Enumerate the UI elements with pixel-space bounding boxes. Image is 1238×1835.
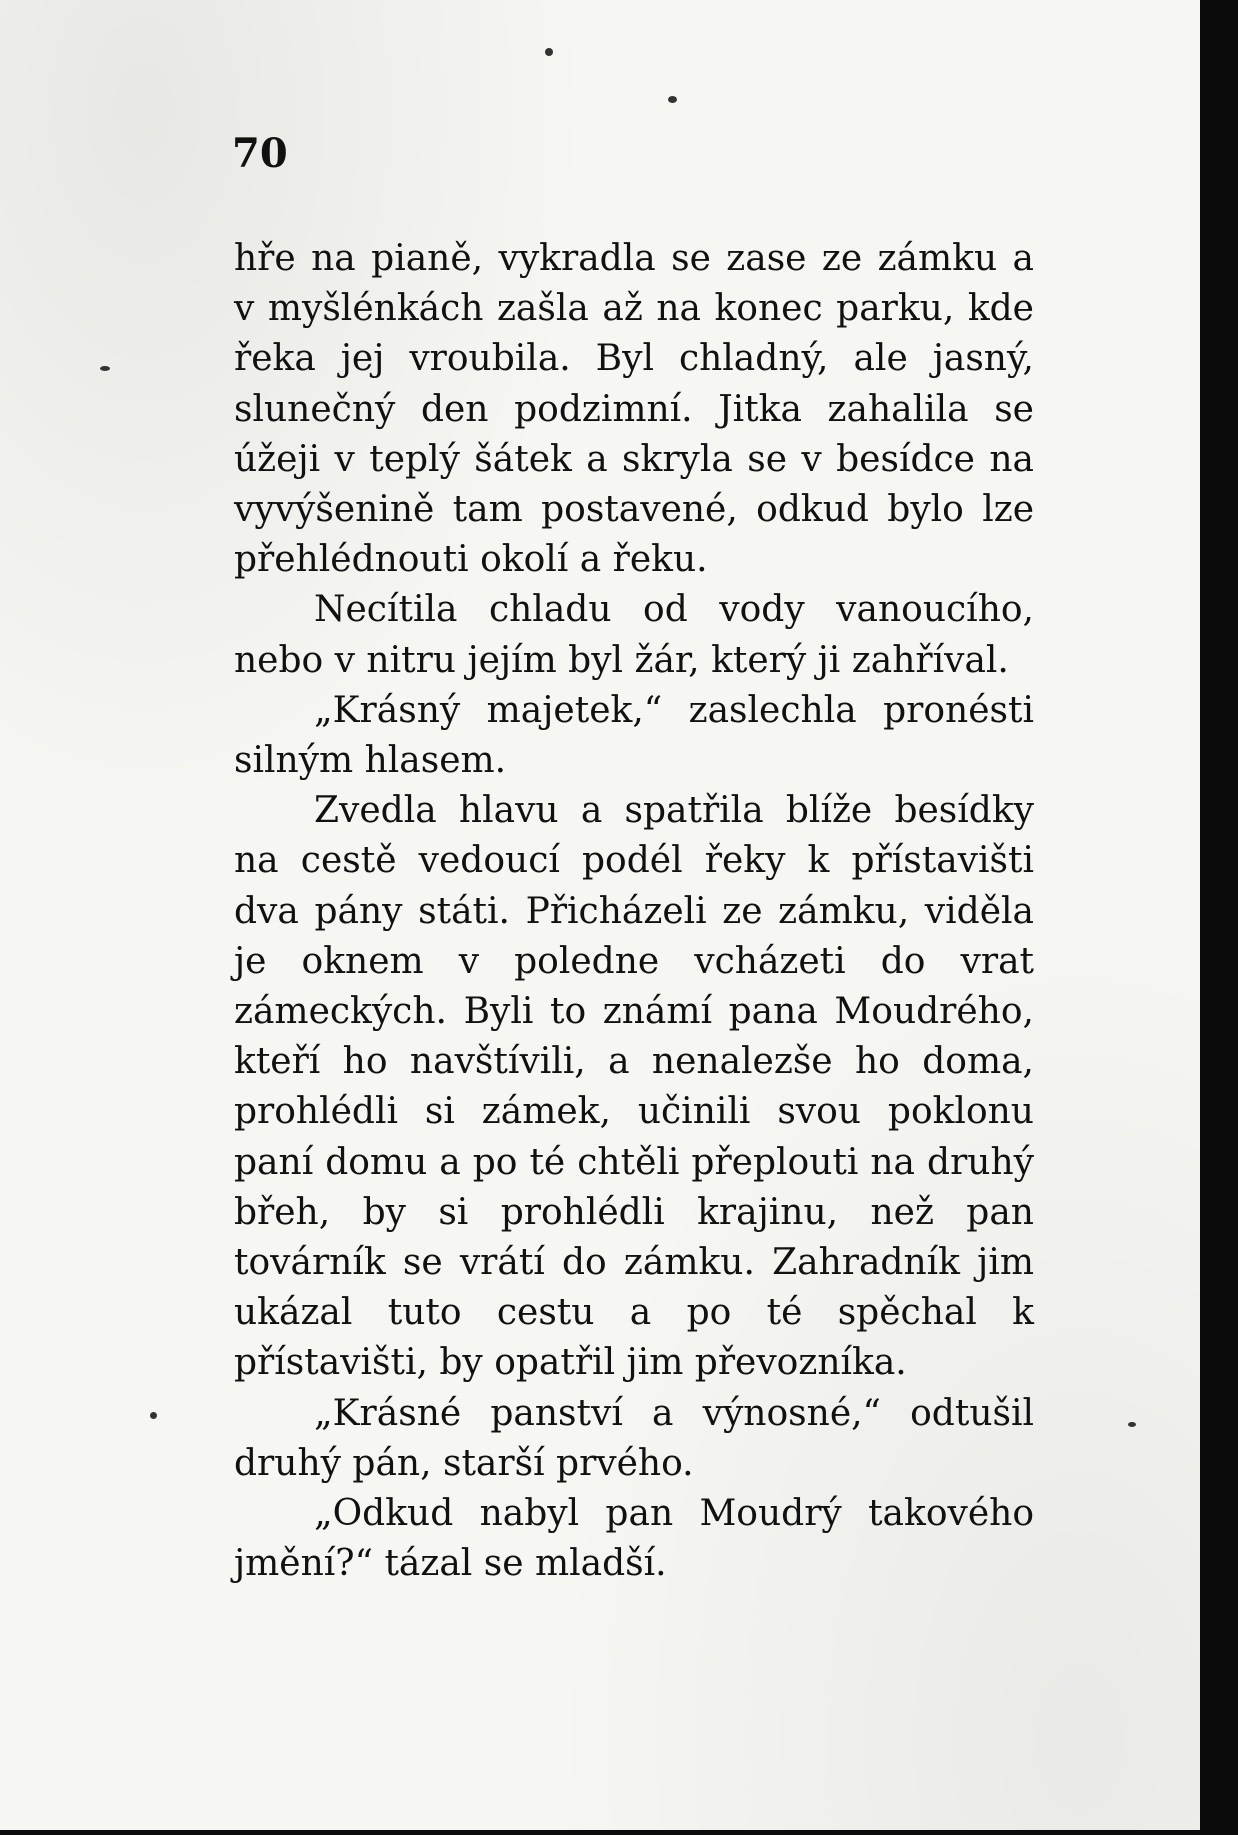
page-number: 70 — [232, 130, 288, 177]
paragraph-4: Zvedla hlavu a spatřila blíže besídky na cestě vedoucí podél řeky k přístavišti dva pány státi. Přicházeli ze zámku, viděla je oknem v poledne vcházeti do vrat zámeckých. Byli to známí pana Moudrého, kteří ho navštívili, a nenalezše ho doma, prohlédli si zámek, učinili svou poklonu paní domu a po té chtěli přeplouti na druhý břeh, by si prohlédli krajinu, než pan továrník se vrátí do zámku. Zahradník jim ukázal tuto cestu a po té spěchal k přístavišti, by opatřil jim převozníka. — [234, 790, 1034, 1384]
print-speck — [1128, 1422, 1136, 1427]
paragraph-5: „Krásné panství a výnosné,“ odtušil druhý pán, starší prvého. — [234, 1392, 1034, 1484]
print-speck — [150, 1412, 157, 1419]
print-speck — [100, 366, 110, 371]
print-speck — [545, 48, 553, 56]
book-spine-shadow — [1200, 0, 1238, 1835]
paragraph-2: Necítila chladu od vody vanoucího, nebo v nitru jejím byl žár, který ji zahříval. — [234, 589, 1034, 681]
paragraph-3: „Krásný majetek,“ zaslechla pronésti silným hlasem. — [234, 689, 1034, 782]
paragraph-6: „Odkud nabyl pan Moudrý takového jmění?“ tázal se mladší. — [234, 1493, 1034, 1585]
body-text — [234, 234, 1034, 1589]
paragraph-1: hře na pianě, vykradla se zase ze zámku a v myšlénkách zašla až na konec parku, kde řeka jej vroubila. Byl chladný, ale jasný, slunečný den podzimní. Jitka zahalila se úžeji v teplý šátek a skryla se v besídce na vyvýšenině tam postavené, odkud bylo lze přehlédnouti okolí a řeku. — [234, 238, 1034, 581]
print-speck — [668, 96, 677, 103]
